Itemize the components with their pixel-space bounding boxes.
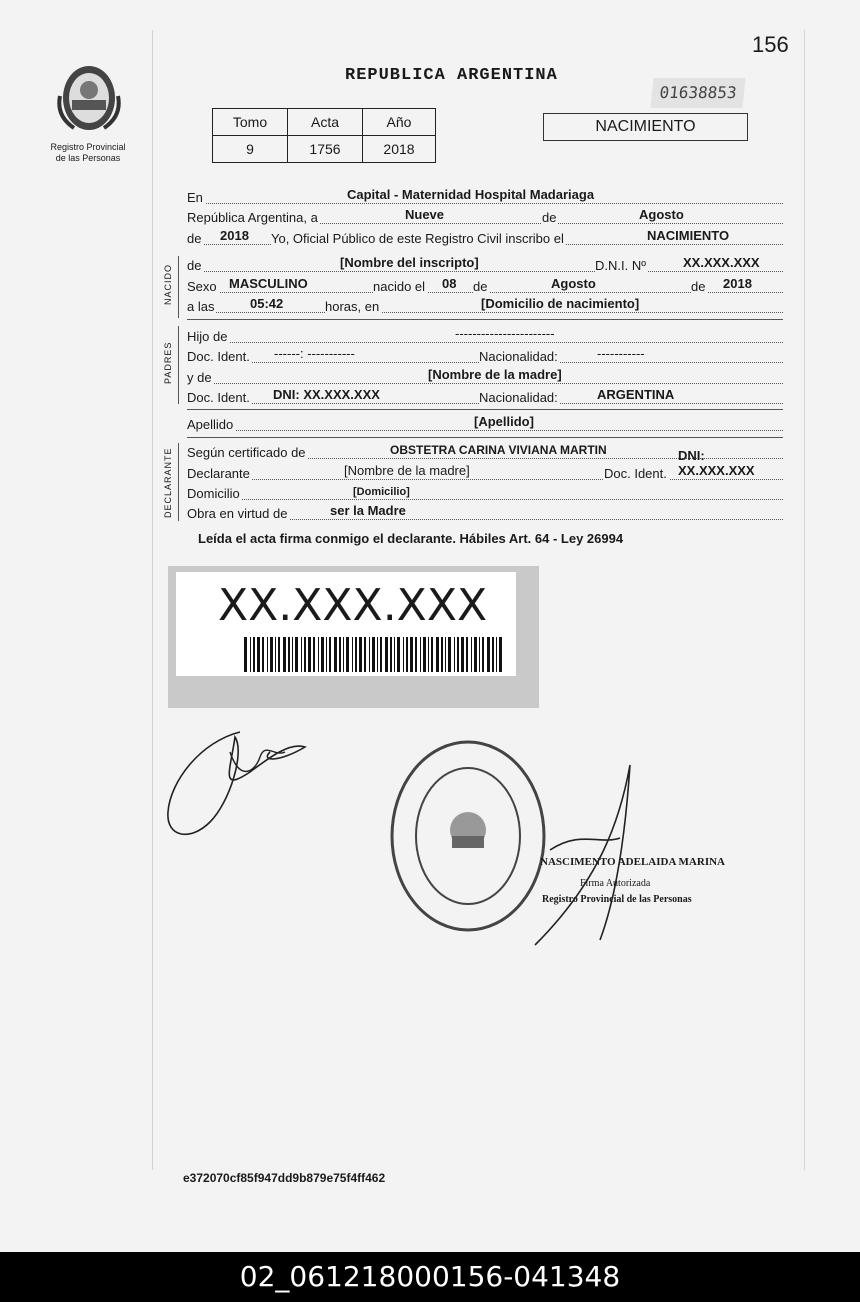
barcode-icon — [244, 637, 506, 672]
dotted-line — [187, 342, 783, 343]
label-de3: de — [473, 279, 488, 294]
value-padre-doc: ------: ----------- — [274, 346, 355, 361]
province-emblem-icon — [54, 56, 124, 136]
section-separator — [187, 319, 783, 320]
row-domicilio — [187, 485, 783, 503]
value-madre: [Nombre de la madre] — [428, 367, 562, 382]
row-lugar — [187, 189, 783, 207]
dotted-line — [187, 271, 783, 272]
label-de-nombre: de — [187, 258, 202, 273]
official-seal-icon — [388, 738, 548, 934]
page-number: 156 — [752, 32, 789, 57]
label-obra: Obra en virtud de — [187, 506, 288, 521]
serial-number: 01638853 — [650, 78, 745, 108]
label-sexo: Sexo — [187, 279, 217, 294]
registry-caption-line1: Registro Provincial — [50, 142, 126, 152]
dotted-line — [187, 479, 783, 480]
label-nacionalidad2: Nacionalidad: — [479, 390, 558, 405]
row-nombre — [187, 257, 783, 275]
acta-value: 1756 — [288, 136, 363, 163]
label-horas-en: horas, en — [325, 299, 380, 314]
paper-edge-left — [152, 30, 153, 1170]
anio-header: Año — [363, 109, 436, 136]
declarant-signature-icon — [160, 712, 320, 842]
label-de2: de — [187, 231, 202, 246]
section-separator — [187, 409, 783, 410]
value-certificado: OBSTETRA CARINA VIVIANA MARTIN — [390, 443, 607, 457]
label-y-de: y de — [187, 370, 212, 385]
label-hijo-de: Hijo de — [187, 329, 228, 344]
section-label-nacido: NACIDO — [163, 263, 173, 305]
value-nac-anio: 2018 — [723, 276, 752, 291]
label-de: de — [542, 210, 557, 225]
label-dni: D.N.I. Nº — [595, 258, 646, 273]
value-mes: Agosto — [639, 207, 684, 222]
tomo-header: Tomo — [213, 109, 288, 136]
act-type-box: NACIMIENTO — [543, 113, 748, 141]
registry-caption — [36, 142, 140, 164]
dotted-line — [187, 499, 783, 500]
label-yo: Yo, Oficial Público de este Registro Civil inscribo el — [271, 231, 564, 246]
closing-statement: Leída el acta firma conmigo el declarante. Hábiles Art. 64 - Ley 26994 — [198, 531, 624, 546]
value-hora: 05:42 — [250, 296, 284, 311]
value-dni: XX.XXX.XXX — [683, 255, 760, 270]
label-nacionalidad: Nacionalidad: — [479, 349, 558, 364]
dotted-line — [187, 430, 783, 431]
label-domicilio: Domicilio — [187, 486, 240, 501]
value-nac-mes: Agosto — [551, 276, 596, 291]
row-hora — [187, 298, 783, 316]
row-hijo-de — [187, 328, 783, 346]
row-madre-doc — [187, 389, 783, 407]
value-sexo: MASCULINO — [229, 276, 308, 291]
value-nac-dia: 08 — [442, 276, 457, 291]
label-en: En — [187, 190, 203, 205]
row-obra — [187, 505, 783, 523]
label-nacido-el: nacido el — [373, 279, 426, 294]
value-direccion-nac: [Domicilio de nacimiento] — [481, 296, 640, 311]
value-hijo-de: ----------------------- — [455, 326, 555, 341]
seal-registry: Registro Provincial de las Personas — [542, 894, 692, 905]
value-padre-nac: ----------- — [597, 346, 645, 361]
label-a-las: a las — [187, 299, 215, 314]
label-doc-ident3: Doc. Ident. — [604, 466, 667, 481]
label-doc-ident2: Doc. Ident. — [187, 390, 250, 405]
value-acto: NACIMIENTO — [647, 228, 730, 243]
section-label-declarante: DECLARANTE — [163, 447, 173, 518]
tomo-acta-table — [212, 108, 436, 163]
label-doc-ident: Doc. Ident. — [187, 349, 250, 364]
official-signature-icon — [530, 760, 650, 950]
section-label-padres: PADRES — [163, 341, 173, 384]
section-divider — [178, 256, 179, 318]
label-de4: de — [691, 279, 706, 294]
label-republica: República Argentina, a — [187, 210, 318, 225]
document-hash: e372070cf85f947dd9b879e75f4ff462 — [183, 1171, 386, 1185]
value-declarante-doc: DNI: XX.XXX.XXX — [678, 448, 755, 478]
label-segun: Según certificado de — [187, 445, 306, 460]
scan-code-bar — [0, 1252, 860, 1302]
paper-edge-right — [804, 30, 805, 1170]
acta-header: Acta — [288, 109, 363, 136]
registry-caption-line2: de las Personas — [55, 153, 121, 163]
row-fecha — [187, 209, 783, 227]
section-separator — [187, 437, 783, 438]
sticker-id-number: XX.XXX.XXX — [218, 580, 488, 631]
label-apellido: Apellido — [187, 417, 234, 432]
value-anio: 2018 — [220, 228, 249, 243]
value-madre-doc: DNI: XX.XXX.XXX — [273, 387, 380, 402]
section-divider — [178, 326, 179, 404]
dotted-line — [187, 203, 783, 204]
value-obra: ser la Madre — [330, 503, 406, 518]
dotted-line — [187, 383, 783, 384]
section-divider — [178, 443, 179, 521]
row-apellido — [187, 416, 783, 434]
value-dia: Nueve — [405, 207, 445, 222]
tomo-value: 9 — [213, 136, 288, 163]
scan-code: 02_061218000156-041348 — [239, 1260, 621, 1293]
seal-officer-name: NASCIMENTO ADELAIDA MARINA — [540, 856, 725, 868]
document-title: REPUBLICA ARGENTINA — [345, 66, 558, 85]
label-declarante: Declarante — [187, 466, 250, 481]
seal-authorized: Firma Autorizada — [580, 878, 651, 889]
row-padre-doc — [187, 348, 783, 366]
row-sexo — [187, 278, 783, 296]
value-apellido: [Apellido] — [474, 414, 534, 429]
row-inscribo — [187, 230, 783, 248]
value-domicilio: [Domicilio] — [353, 486, 410, 498]
row-madre — [187, 369, 783, 387]
value-lugar: Capital - Maternidad Hospital Madariaga — [347, 187, 595, 202]
value-nombre: [Nombre del inscripto] — [340, 255, 479, 270]
value-declarante: [Nombre de la madre] — [344, 463, 470, 478]
value-madre-nac: ARGENTINA — [597, 387, 675, 402]
dotted-line — [187, 312, 783, 313]
anio-value: 2018 — [363, 136, 436, 163]
